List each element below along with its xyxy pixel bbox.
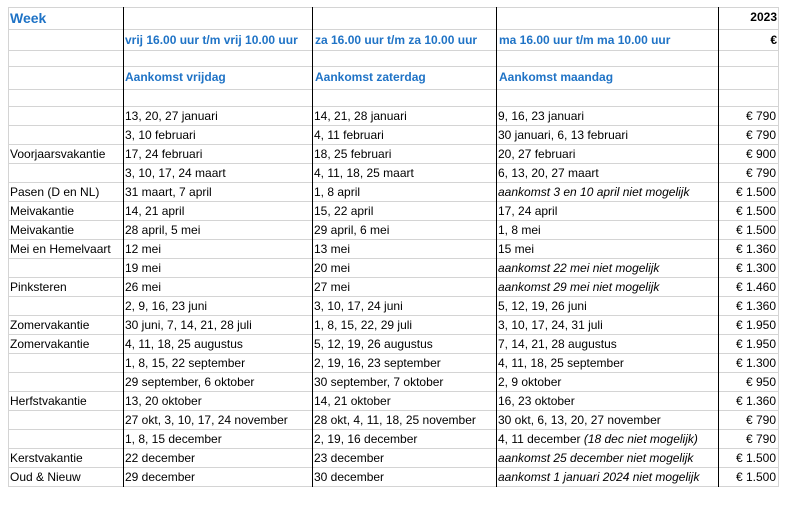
cell-friday[interactable]: 22 december <box>125 451 196 465</box>
cell-monday[interactable]: 30 okt, 6, 13, 20, 27 november <box>498 413 661 427</box>
cell-friday[interactable]: 1, 8, 15 december <box>125 432 222 446</box>
row-label[interactable] <box>10 297 122 316</box>
row-label[interactable]: Meivakantie <box>10 223 75 237</box>
row-label[interactable] <box>10 354 122 373</box>
cell-saturday[interactable]: 30 september, 7 oktober <box>314 375 444 389</box>
row-label[interactable]: Zomervakantie <box>10 337 90 351</box>
currency-header[interactable]: € <box>770 33 777 47</box>
arrival-header-friday[interactable]: Aankomst vrijdag <box>125 70 226 84</box>
row-label[interactable] <box>10 126 122 145</box>
cell-friday[interactable]: 13, 20 oktober <box>125 394 202 408</box>
cell-friday[interactable]: 1, 8, 15, 22 september <box>125 356 246 370</box>
cell-saturday[interactable]: 3, 10, 17, 24 juni <box>314 299 403 313</box>
cell-price[interactable]: € 1.500 <box>735 451 776 465</box>
row-label[interactable]: Zomervakantie <box>10 318 90 332</box>
cell-monday[interactable]: aankomst 1 januari 2024 niet mogelijk <box>498 470 700 484</box>
cell-saturday[interactable]: 15, 22 april <box>314 204 374 218</box>
cell-monday[interactable]: 1, 8 mei <box>498 223 541 237</box>
cell-monday[interactable]: 3, 10, 17, 24, 31 juli <box>498 318 603 332</box>
row-label[interactable] <box>10 164 122 183</box>
cell-price[interactable]: € 790 <box>745 432 776 446</box>
row-label[interactable] <box>10 107 122 126</box>
cell-friday[interactable]: 3, 10, 17, 24 maart <box>125 166 226 180</box>
row-label[interactable]: Pinksteren <box>10 280 67 294</box>
cell-price[interactable]: € 1.360 <box>735 242 776 256</box>
row-label[interactable]: Pasen (D en NL) <box>10 185 100 199</box>
row-label[interactable] <box>10 430 122 449</box>
cell-friday[interactable]: 29 december <box>125 470 196 484</box>
cell-saturday[interactable]: 13 mei <box>314 242 351 256</box>
cell-saturday[interactable]: 14, 21 oktober <box>314 394 391 408</box>
cell-price[interactable]: € 1.300 <box>735 356 776 370</box>
cell-price[interactable]: € 950 <box>745 375 776 389</box>
cell-saturday[interactable]: 5, 12, 19, 26 augustus <box>314 337 433 351</box>
cell-price[interactable]: € 1.950 <box>735 337 776 351</box>
cell-friday[interactable]: 12 mei <box>125 242 162 256</box>
period-header-saturday[interactable]: za 16.00 uur t/m za 10.00 uur <box>315 33 478 47</box>
grid-line-v <box>778 7 779 487</box>
year-header[interactable]: 2023 <box>750 10 777 24</box>
cell-price[interactable]: € 900 <box>745 147 776 161</box>
cell-saturday[interactable]: 4, 11 februari <box>314 128 384 142</box>
cell-friday[interactable]: 13, 20, 27 januari <box>125 109 218 123</box>
row-label[interactable]: Mei en Hemelvaart <box>10 242 111 256</box>
row-label[interactable] <box>10 411 122 430</box>
row-label[interactable]: Oud & Nieuw <box>10 470 81 484</box>
cell-price[interactable]: € 1.500 <box>735 204 776 218</box>
cell-price[interactable]: € 790 <box>745 413 776 427</box>
monday-note: (18 dec niet mogelijk) <box>583 432 698 446</box>
period-header-monday[interactable]: ma 16.00 uur t/m ma 10.00 uur <box>499 33 671 47</box>
cell-monday[interactable]: 17, 24 april <box>498 204 558 218</box>
cell-saturday[interactable]: 14, 21, 28 januari <box>314 109 407 123</box>
grid-line-v <box>8 7 9 487</box>
cell-monday[interactable]: 20, 27 februari <box>498 147 576 161</box>
row-label[interactable]: Herfstvakantie <box>10 394 87 408</box>
cell-friday[interactable]: 3, 10 februari <box>125 128 196 142</box>
row-label[interactable]: Kerstvakantie <box>10 451 83 465</box>
cell-saturday[interactable]: 18, 25 februari <box>314 147 392 161</box>
arrival-header-monday[interactable]: Aankomst maandag <box>499 70 614 84</box>
cell-monday[interactable]: 6, 13, 20, 27 maart <box>498 166 599 180</box>
cell-saturday[interactable]: 2, 19, 16 december <box>314 432 418 446</box>
cell-monday[interactable]: 9, 16, 23 januari <box>498 109 585 123</box>
cell-price[interactable]: € 790 <box>745 128 776 142</box>
cell-monday[interactable]: aankomst 22 mei niet mogelijk <box>498 261 660 275</box>
cell-monday[interactable]: 7, 14, 21, 28 augustus <box>498 337 617 351</box>
cell-monday[interactable]: aankomst 3 en 10 april niet mogelijk <box>498 185 690 199</box>
cell-friday[interactable]: 28 april, 5 mei <box>125 223 201 237</box>
cell-friday[interactable]: 26 mei <box>125 280 162 294</box>
cell-price[interactable]: € 790 <box>745 166 776 180</box>
cell-price[interactable]: € 1.500 <box>735 185 776 199</box>
cell-saturday[interactable]: 23 december <box>314 451 385 465</box>
column-border <box>718 7 719 487</box>
cell-saturday[interactable]: 29 april, 6 mei <box>314 223 390 237</box>
cell-friday[interactable]: 4, 11, 18, 25 augustus <box>125 337 243 351</box>
cell-monday[interactable] <box>498 430 717 449</box>
cell-saturday[interactable]: 20 mei <box>314 261 351 275</box>
cell-friday[interactable]: 2, 9, 16, 23 juni <box>125 299 208 313</box>
row-label[interactable]: Voorjaarsvakantie <box>10 147 106 161</box>
cell-price[interactable]: € 1.500 <box>735 223 776 237</box>
cell-monday[interactable]: 4, 11, 18, 25 september <box>498 356 624 370</box>
cell-friday[interactable]: 30 juni, 7, 14, 21, 28 juli <box>125 318 252 332</box>
cell-monday[interactable]: aankomst 29 mei niet mogelijk <box>498 280 660 294</box>
cell-friday[interactable]: 14, 21 april <box>125 204 185 218</box>
cell-saturday[interactable]: 1, 8 april <box>314 185 361 199</box>
cell-monday[interactable]: 30 januari, 6, 13 februari <box>498 128 629 142</box>
row-label[interactable] <box>10 259 122 278</box>
row-label[interactable]: Meivakantie <box>10 204 75 218</box>
cell-price[interactable]: € 1.360 <box>735 299 776 313</box>
column-border <box>123 7 124 487</box>
cell-price[interactable]: € 1.360 <box>735 394 776 408</box>
cell-price[interactable]: € 1.500 <box>735 470 776 484</box>
cell-friday[interactable]: 29 september, 6 oktober <box>125 375 255 389</box>
cell-monday[interactable]: 2, 9 oktober <box>498 375 562 389</box>
cell-saturday[interactable]: 27 mei <box>314 280 351 294</box>
period-header-friday[interactable]: vrij 16.00 uur t/m vrij 10.00 uur <box>125 33 298 47</box>
sheet-title[interactable]: Week <box>10 10 47 26</box>
cell-monday[interactable]: 16, 23 oktober <box>498 394 575 408</box>
cell-monday[interactable]: 15 mei <box>498 242 535 256</box>
cell-saturday[interactable]: 4, 11, 18, 25 maart <box>314 166 414 180</box>
cell-saturday[interactable]: 30 december <box>314 470 385 484</box>
cell-saturday[interactable]: 1, 8, 15, 22, 29 juli <box>314 318 413 332</box>
cell-price[interactable]: € 1.460 <box>735 280 776 294</box>
cell-friday[interactable]: 31 maart, 7 april <box>125 185 212 199</box>
row-label[interactable] <box>10 373 122 392</box>
cell-monday[interactable]: 5, 12, 19, 26 juni <box>498 299 587 313</box>
cell-price[interactable]: € 1.950 <box>735 318 776 332</box>
cell-saturday[interactable]: 2, 19, 16, 23 september <box>314 356 441 370</box>
cell-friday[interactable]: 19 mei <box>125 261 162 275</box>
arrival-header-saturday[interactable]: Aankomst zaterdag <box>315 70 426 84</box>
cell-friday[interactable]: 27 okt, 3, 10, 17, 24 november <box>125 413 288 427</box>
monday-dates: 4, 11 december <box>498 432 584 446</box>
cell-price[interactable]: € 1.300 <box>735 261 776 275</box>
cell-saturday[interactable]: 28 okt, 4, 11, 18, 25 november <box>314 413 476 427</box>
cell-price[interactable]: € 790 <box>745 109 776 123</box>
cell-friday[interactable]: 17, 24 februari <box>125 147 203 161</box>
cell-monday[interactable]: aankomst 25 december niet mogelijk <box>498 451 694 465</box>
